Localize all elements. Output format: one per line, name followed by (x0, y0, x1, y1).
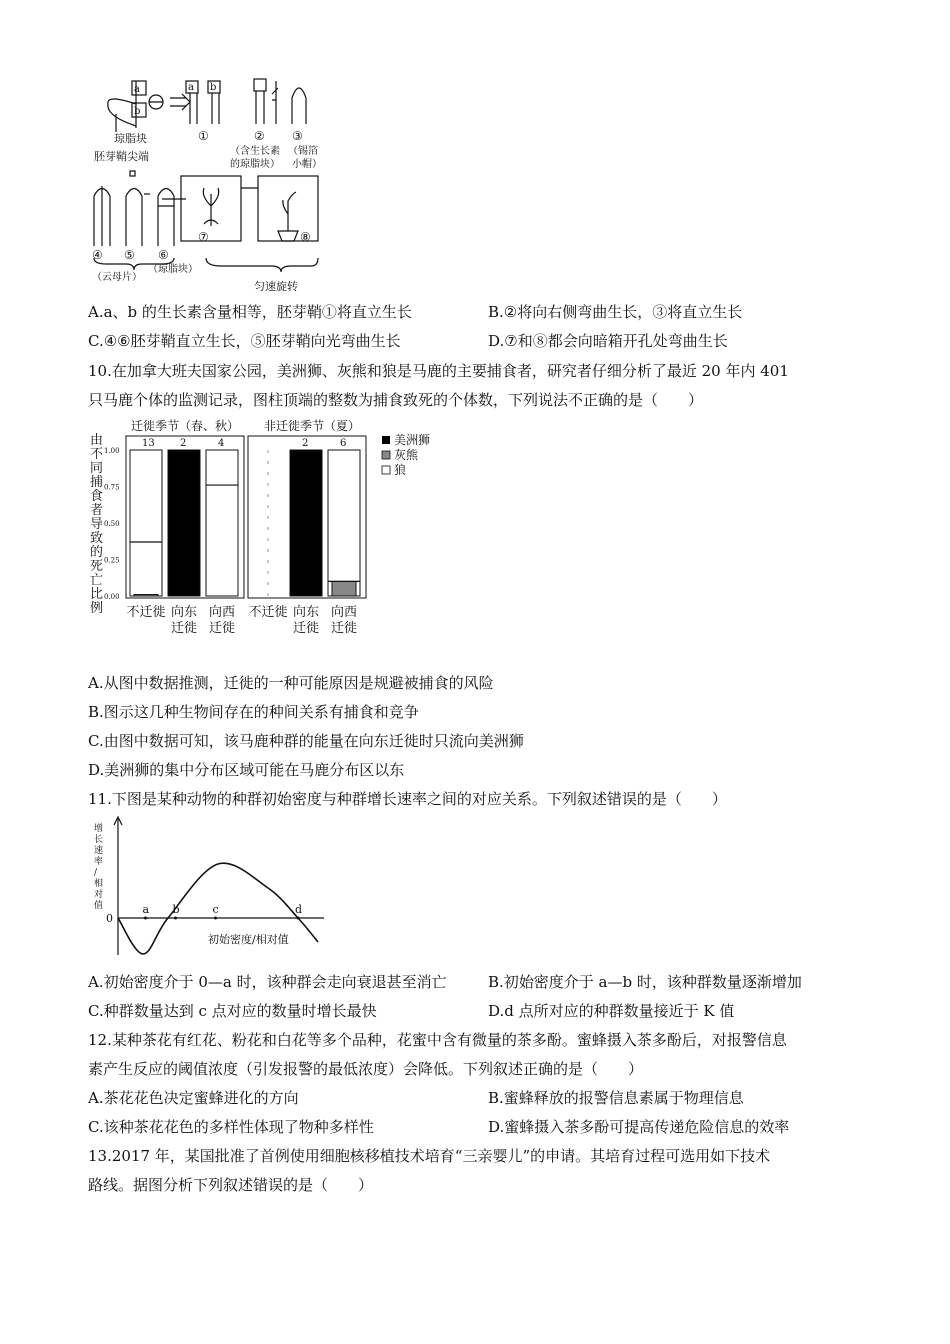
rotate-label: 匀速旋转 (254, 280, 298, 293)
q9-option-c: C.④⑥胚芽鞘直立生长，⑤胚芽鞘向光弯曲生长 (88, 332, 401, 350)
label-b-block: b (210, 82, 217, 93)
q12-option-a: A.茶花花色决定蜜蜂进化的方向 (88, 1089, 299, 1107)
x-category-label-2: 迁徙 (208, 621, 236, 636)
bar-count-label: 6 (340, 438, 347, 449)
q9-option-d: D.⑦和⑧都会向暗箱开孔处弯曲生长 (488, 332, 728, 350)
q11-option-a: A.初始密度介于 0—a 时，该种群会走向衰退甚至消亡 (88, 973, 447, 991)
y-label-char: 者 (90, 503, 104, 518)
y-axis-label (90, 433, 103, 616)
agar-label: 琼脂块 (114, 132, 147, 145)
y-label-char: 亡 (90, 573, 104, 588)
q13-stem-1: 13.2017 年，某国批准了首例使用细胞核移植技术培育“三亲婴儿”的申请。其培育过程可选用如下技术 (88, 1147, 771, 1165)
q11-stem: 11.下图是某种动物的种群初始密度与种群增长速率之间的对应关系。下列叙述错误的是（ ） (88, 790, 727, 808)
curve-point-b: b (172, 903, 180, 916)
legend-swatch-cougar (382, 436, 390, 444)
num-5: ⑤ (124, 248, 135, 262)
y-tick-label: 0.50 (104, 520, 120, 528)
curve-point-a: a (142, 903, 150, 916)
label-a: a (134, 84, 140, 95)
q12-option-c: C.该种茶花花色的多样性体现了物种多样性 (88, 1118, 374, 1136)
num-3: ③ (292, 129, 303, 143)
q12-option-d: D.蜜蜂摄入茶多酚可提高传递危险信息的效率 (488, 1118, 790, 1136)
q13-stem-2: 路线。据图分析下列叙述错误的是（ ） (88, 1176, 374, 1194)
bar-count-label: 2 (302, 438, 309, 449)
x-category-label-2: 迁徙 (330, 621, 358, 636)
y-label-char: 比 (90, 587, 104, 602)
bar-wolf (130, 450, 162, 596)
q10-option-d: D.美洲狮的集中分布区域可能在马鹿分布区以东 (88, 761, 405, 779)
y-label-char: 导 (90, 517, 104, 532)
q9-option-b: B.②将向右侧弯曲生长，③将直立生长 (488, 303, 743, 321)
curve-y-label-char: 对 (94, 890, 104, 900)
y-tick-label: 0.00 (104, 593, 120, 601)
x-axis-labels (126, 604, 357, 636)
bar-bear (134, 595, 158, 596)
predation-bar-chart (86, 418, 456, 643)
curve-y-label-char: 长 (94, 835, 104, 845)
y-label-char: 致 (90, 531, 104, 546)
bar-cougar (290, 450, 322, 596)
x-category-label: 向西 (208, 605, 236, 620)
bar-wolf (206, 450, 238, 596)
x-category-label: 向东 (292, 605, 320, 620)
label-a-block: a (188, 82, 194, 93)
curve-y-label (94, 822, 103, 911)
curve-x-label: 初始密度/相对值 (208, 933, 289, 946)
q10-option-c: C.由图中数据可知，该马鹿种群的能量在向东迁徙时只流向美洲狮 (88, 732, 524, 750)
tip-label: 胚芽鞘尖端 (94, 150, 149, 163)
x-category-label-2: 迁徙 (170, 621, 198, 636)
curve-point-dot (214, 917, 217, 920)
y-label-char: 由 (90, 433, 104, 448)
curve-y-label-char: 率 (94, 857, 104, 867)
y-label-char: 死 (90, 559, 104, 574)
q10-option-b: B.图示这几种生物间存在的种间关系有捕食和竞争 (88, 703, 419, 721)
bar-count-label: 2 (180, 438, 187, 449)
curve-points (143, 903, 303, 920)
q12-stem-1: 12.某种茶花有红花、粉花和白花等多个品种，花蜜中含有微量的茶多酚。蜜蜂摄入茶多酚后，对报警信息 (88, 1031, 787, 1049)
label-b: b (134, 106, 141, 117)
q10-stem-1: 10.在加拿大班夫国家公园，美洲狮、灰熊和狼是马鹿的主要捕食者，研究者仔细分析了最近 20 年内 401 (88, 362, 789, 380)
x-category-label: 不迁徙 (248, 605, 288, 620)
y-label-char: 不 (90, 447, 104, 462)
curve-y-label-char: 增 (94, 824, 104, 834)
bar-count-label: 4 (218, 438, 225, 449)
auxin-experiment-figure (86, 76, 336, 301)
q11-option-c: C.种群数量达到 c 点对应的数量时增长最快 (88, 1002, 377, 1020)
num-8: ⑧ (300, 230, 311, 244)
num-2-note-1: （含生长素 (230, 146, 280, 157)
legend-bear: 灰熊 (394, 448, 419, 462)
y-tick-label: 1.00 (104, 447, 120, 455)
num-3-note-2: 小帽） (292, 159, 322, 170)
q10-option-a: A.从图中数据推测，迁徙的一种可能原因是规避被捕食的风险 (88, 674, 494, 692)
origin-label: 0 (106, 912, 113, 925)
y-label-char: 捕 (90, 475, 104, 490)
num-7: ⑦ (198, 230, 209, 244)
legend-swatch-wolf (382, 466, 390, 474)
bars (130, 438, 360, 596)
chart-title-right: 非迁徙季节（夏） (264, 419, 361, 433)
curve-y-label-char: 速 (94, 846, 104, 856)
x-category-label: 向西 (330, 605, 358, 620)
num-1: ① (198, 129, 209, 143)
curve-y-label-char: / (94, 868, 98, 878)
curve-point-dot (144, 917, 147, 920)
q10-stem-2: 只马鹿个体的监测记录，图柱顶端的整数为捕食致死的个体数，下列说法不正确的是（ ） (88, 391, 704, 409)
num-2: ② (254, 129, 265, 143)
y-tick-label: 0.25 (104, 556, 120, 565)
y-axis-ticks (104, 447, 120, 601)
curve-point-c: c (212, 903, 219, 916)
legend-wolf: 狼 (394, 463, 407, 477)
bar-count-label: 13 (142, 438, 155, 449)
num-4: ④ (92, 248, 103, 262)
legend-cougar: 美洲狮 (394, 433, 431, 447)
growth-rate-chart (86, 815, 336, 965)
mica-label: （云母片） (92, 272, 142, 283)
legend (382, 432, 430, 477)
curve-point-dot (174, 917, 177, 920)
y-label-char: 食 (90, 489, 104, 504)
chart-title-left: 迁徙季节（春、秋） (131, 419, 240, 433)
x-category-label: 不迁徙 (126, 605, 166, 620)
bar-wolf (328, 450, 360, 596)
agar2-label: （琼脂块） (148, 264, 198, 275)
num-2-note-2: 的琼脂块） (230, 159, 280, 170)
q12-option-b: B.蜜蜂释放的报警信息素属于物理信息 (488, 1089, 744, 1107)
num-6: ⑥ (158, 248, 169, 262)
curve-y-label-char: 值 (94, 901, 104, 911)
curve-point-d: d (295, 903, 303, 916)
bar-bear (332, 581, 356, 596)
bar-cougar (168, 450, 200, 596)
y-label-char: 的 (90, 545, 104, 560)
q11-option-d: D.d 点所对应的种群数量接近于 K 值 (488, 1002, 735, 1020)
curve-point-dot (297, 917, 300, 920)
y-tick-label: 0.75 (104, 483, 120, 492)
x-category-label-2: 迁徙 (292, 621, 320, 636)
y-label-char: 例 (90, 601, 104, 616)
legend-swatch-bear (382, 451, 390, 459)
q12-stem-2: 素产生反应的阈值浓度（引发报警的最低浓度）会降低。下列叙述正确的是（ ） (88, 1060, 644, 1078)
x-category-label: 向东 (170, 605, 198, 620)
num-3-note-1: （锡箔 (288, 146, 318, 157)
q11-option-b: B.初始密度介于 a—b 时，该种群数量逐渐增加 (488, 973, 802, 991)
curve-y-label-char: 相 (94, 879, 104, 889)
y-label-char: 同 (90, 461, 104, 476)
q9-option-a: A.a、b 的生长素含量相等，胚芽鞘①将直立生长 (88, 303, 412, 321)
